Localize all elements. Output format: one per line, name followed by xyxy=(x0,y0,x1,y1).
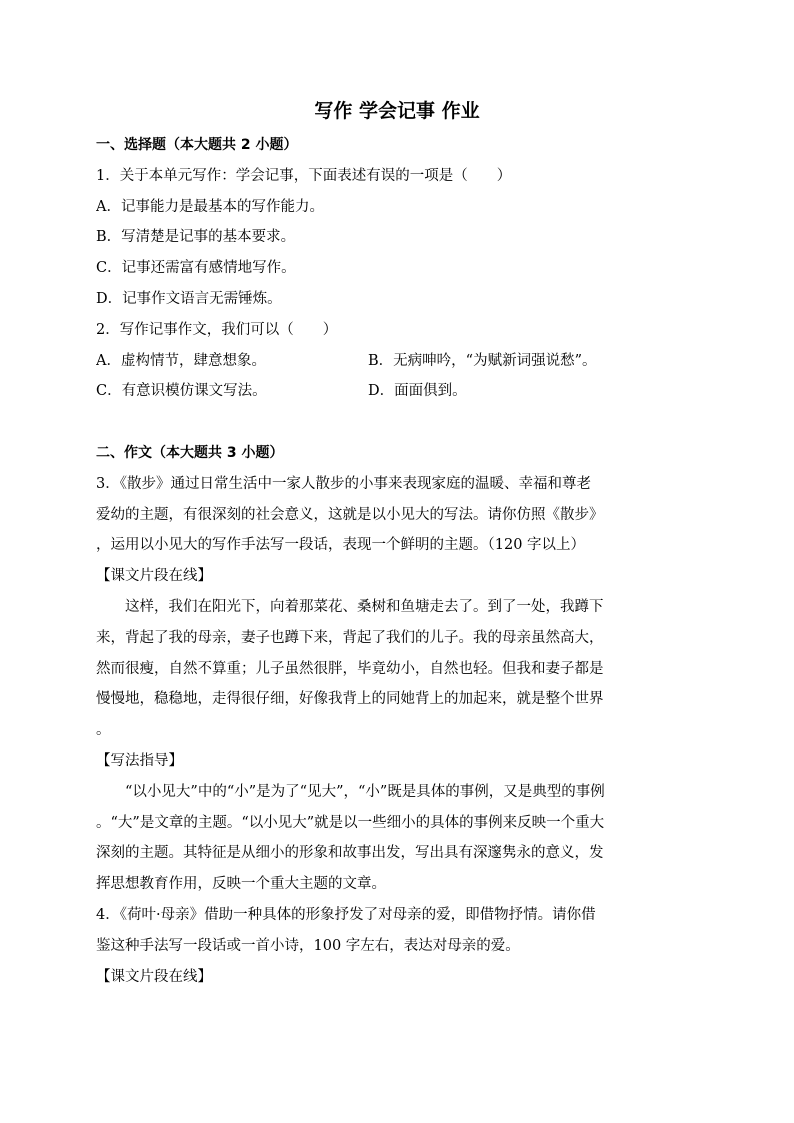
excerpt-heading: 【课文片段在线】 xyxy=(96,568,212,585)
writing-guide-line: 。“大”是文章的主题。“以小见大”就是以一些细小的具体的事例来反映一个重大 xyxy=(96,814,605,831)
question-2-option-a: A．虚构情节，肆意想象。 xyxy=(96,352,266,369)
writing-guide-line: 挥思想教育作用，反映一个重大主题的文章。 xyxy=(96,876,386,893)
question-2-options-row-1 xyxy=(96,346,698,377)
excerpt-line: 。 xyxy=(96,722,111,739)
question-4-line: 鉴这种手法写一段话或一首小诗，100 字左右，表达对母亲的爱。 xyxy=(96,937,520,954)
question-2-options-row-2 xyxy=(96,376,698,407)
section-heading-choice: 一、选择题（本大题共 2 小题） xyxy=(96,137,298,153)
question-2-option-b: B．无病呻吟，“为赋新词强说愁”。 xyxy=(368,352,597,369)
question-3-line: ，运用以小见大的写作手法写一段话，表现一个鲜明的主题。（120 字以上） xyxy=(96,537,586,554)
blank-line xyxy=(96,407,698,438)
excerpt-heading: 【课文片段在线】 xyxy=(96,968,212,985)
excerpt-line: 来，背起了我的母亲，妻子也蹲下来，背起了我们的儿子。我的母亲虽然高大， xyxy=(96,629,604,646)
question-2-stem: 2．写作记事作文，我们可以（ ） xyxy=(96,321,338,338)
question-3-line: 3．《散步》通过日常生活中一家人散步的小事来表现家庭的温暖、幸福和尊老 xyxy=(96,475,591,492)
question-1-option-d: D．记事作文语言无需锤炼。 xyxy=(96,290,282,307)
question-1-option-b: B．写清楚是记事的基本要求。 xyxy=(96,229,296,246)
writing-guide-line: 深刻的主题。其特征是从细小的形象和故事出发，写出具有深邃隽永的意义，发 xyxy=(96,845,604,862)
question-4-line: 4．《荷叶·母亲》借助一种具体的形象抒发了对母亲的爱，即借物抒情。请你借 xyxy=(96,906,596,923)
excerpt-line: 然而很瘦，自然不算重；儿子虽然很胖，毕竟幼小，自然也轻。但我和妻子都是 xyxy=(96,660,604,677)
excerpt-line: 这样，我们在阳光下，向着那菜花、桑树和鱼塘走去了。到了一处，我蹲下 xyxy=(96,598,604,615)
question-3-line: 爱幼的主题，有很深刻的社会意义，这就是以小见大的写法。请你仿照《散步》 xyxy=(96,506,604,523)
question-2-option-d: D．面面俱到。 xyxy=(368,383,467,400)
question-2-option-c: C．有意识模仿课文写法。 xyxy=(96,383,267,400)
question-1-option-c: C．记事还需富有感情地写作。 xyxy=(96,260,296,277)
question-1-stem: 1．关于本单元写作：学会记事，下面表述有误的一项是（ ） xyxy=(96,167,512,184)
document-title: 写作 学会记事 作业 xyxy=(314,100,480,122)
section-heading-composition: 二、作文（本大题共 3 小题） xyxy=(96,444,284,461)
question-1-option-a: A．记事能力是最基本的写作能力。 xyxy=(96,198,324,215)
excerpt-line: 慢慢地，稳稳地，走得很仔细，好像我背上的同她背上的加起来，就是整个世界 xyxy=(96,691,604,708)
document-page xyxy=(96,92,698,992)
writing-guide-heading: 【写法指导】 xyxy=(96,752,183,769)
writing-guide-line: “以小见大”中的“小”是为了“见大”，“小”既是具体的事例，又是典型的事例 xyxy=(96,783,605,800)
